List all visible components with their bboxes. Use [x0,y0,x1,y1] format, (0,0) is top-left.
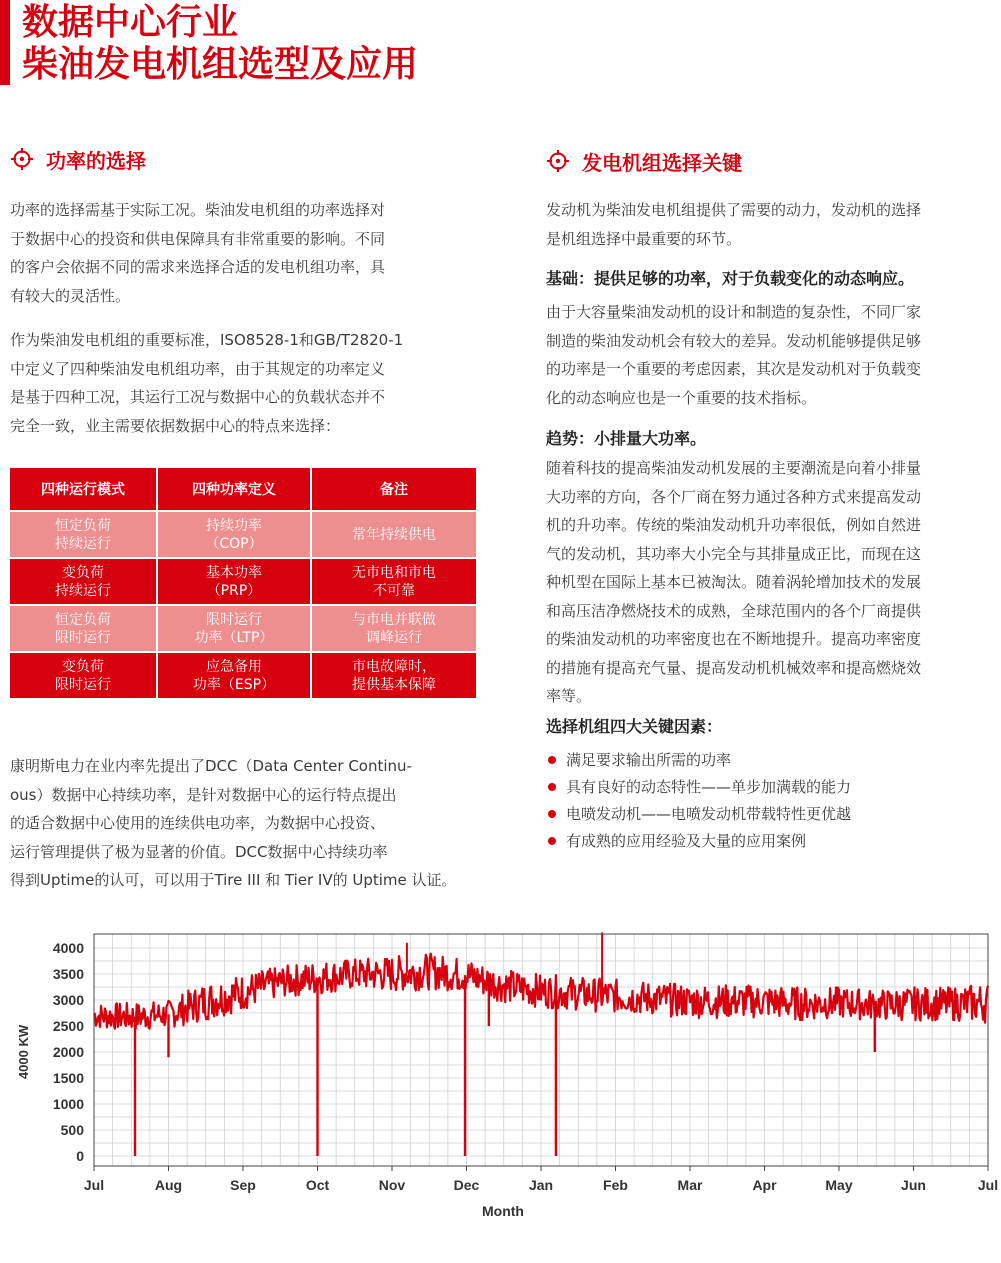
text-line: 的措施有提高充气量、提高发动机机械效率和提高燃烧效 [546,658,922,677]
section-heading-selection-label: 发电机组选择关键 [582,150,742,175]
text-line: 大功率的方向，各个厂商在努力通过各种方式来提高发动 [546,487,922,506]
y-tick-label: 3500 [52,966,84,982]
text-line: 有较大的灵活性。 [10,286,131,305]
text-line: 随着科技的提高柴油发动机发展的主要潮流是向着小排量 [546,459,922,477]
page-title [22,2,418,86]
text-line: 机的升功率。传统的柴油发动机升功率很低，例如自然进 [546,516,922,534]
y-tick-label: 1000 [52,1096,84,1112]
x-tick-label: Jun [901,1177,926,1193]
x-tick-label: May [825,1177,853,1193]
table-cell: 恒定负荷 限时运行 [10,605,157,652]
table-cell: 持续功率 （COP） [157,511,311,558]
section-heading-selection [546,146,742,176]
list-item-label: 电喷发动机——电喷发动机带载特性更优越 [566,805,852,823]
x-tick-label: Sep [230,1177,256,1193]
text-line: 是基于四种工况，其运行工况与数据中心的负载状态并不 [10,388,386,406]
section-heading-power-label: 功率的选择 [46,148,146,173]
x-tick-label: Mar [677,1177,703,1193]
text-line: 化的动态响应也是一个重要的技术指标。 [546,388,817,407]
table-row [10,605,476,652]
y-tick-label: 4000 [52,940,84,956]
text-line: 完全一致，业主需要依据数据中心的特点来选择： [10,416,341,435]
text-line: 康明斯电力在业内率先提出了DCC（Data Center Continu- [10,757,412,775]
chart-ticks [53,940,998,1193]
text-line: 和高压洁净燃烧技术的成熟，全球范围内的各个厂商提供 [546,601,922,620]
text-line: 种机型在国际上基本已被淘汰。随着涡轮增加技术的发展 [546,573,922,591]
table-header-cell: 四种功率定义 [157,468,311,511]
right-paragraph-3 [546,454,996,711]
text-line: 的柴油发动机的功率密度也在不断地提升。提高功率密度 [546,630,922,648]
table-cell: 变负荷 持续运行 [10,558,157,605]
table-cell: 常年持续供电 [311,511,476,558]
left-paragraph-3 [10,752,500,895]
text-line: 中定义了四种柴油发电机组功率，由于其规定的功率定义 [10,359,386,378]
text-line: 的功率是一个重要的考虑因素，其次是发动机对于负载变 [546,360,922,378]
text-line: 运行管理提供了极为显著的价值。DCC数据中心持续功率 [10,842,388,861]
text-line: 功率的选择需基于实际工况。柴油发电机组的功率选择对 [10,201,386,219]
table-cell: 变负荷 限时运行 [10,652,157,699]
x-tick-label: Oct [305,1177,330,1193]
list-item [548,746,851,773]
sub-heading-basis: 基础：提供足够的功率，对于负载变化的动态响应。 [546,269,915,288]
sub-heading-factors: 选择机组四大关键因素： [546,717,723,736]
x-tick-label: Dec [453,1177,480,1193]
table-cell: 限时运行 功率（LTP） [157,605,311,652]
table-row [10,558,476,605]
y-axis-label: 4000 KW [16,1024,31,1080]
table-header-cell: 四种运行模式 [10,468,157,511]
bullet-dot [548,810,556,818]
power-modes-table [10,468,476,700]
y-tick-label: 0 [76,1148,84,1164]
x-tick-label: Aug [154,1177,183,1193]
text-line: 由于大容量柴油发动机的设计和制造的复杂性，不同厂家 [546,303,922,321]
x-tick-label: Jul [83,1177,105,1193]
text-line: 率等。 [546,687,592,705]
text-line: 的客户会依据不同的需求来选择合适的发电机组功率，具 [10,258,386,276]
table-header-row [10,468,476,511]
x-axis-label: Month [482,1203,524,1219]
load-line-chart [0,920,1001,1250]
sub-heading-trend: 趋势：小排量大功率。 [546,429,707,448]
table-cell: 恒定负荷 持续运行 [10,511,157,558]
table-cell: 基本功率 （PRP） [157,558,311,605]
title-accent-bar [0,0,10,85]
y-tick-label: 3000 [52,992,84,1008]
text-line: 制造的柴油发动机会有较大的差异。发动机能够提供足够 [546,331,922,350]
text-line: 气的发动机，其功率大小完全与其排量成正比，而现在这 [546,544,922,563]
x-tick-label: Jan [528,1177,554,1193]
table-cell: 市电故障时， 提供基本保障 [311,652,476,699]
right-paragraph-2 [546,298,996,412]
x-tick-label: Nov [378,1177,406,1193]
list-item-label: 具有良好的动态特性——单步加满载的能力 [566,778,852,796]
text-line: 作为柴油发电机组的重要标准，ISO8528-1和GB/T2820-1 [10,331,404,349]
bullet-dot [548,837,556,845]
y-tick-label: 2000 [52,1044,84,1060]
page-title-line2: 柴油发电机组选型及应用 [22,44,419,85]
list-item [548,773,851,800]
text-line: ous）数据中心持续功率，是针对数据中心的运行特点提出 [10,785,397,804]
target-icon [10,147,34,171]
list-item-label: 有成熟的应用经验及大量的应用案例 [566,832,807,850]
table-row [10,511,476,558]
table-header-cell: 备注 [311,468,476,511]
text-line: 是机组选择中最重要的环节。 [546,229,742,248]
y-tick-label: 500 [60,1122,84,1138]
y-tick-label: 2500 [52,1018,84,1034]
bullet-dot [548,783,556,791]
text-line: 发动机为柴油发电机组提供了需要的动力，发动机的选择 [546,201,922,219]
x-tick-label: Apr [752,1177,777,1193]
target-icon [546,149,570,173]
right-paragraph-1 [546,196,996,253]
left-paragraph-2 [10,326,490,440]
table-cell: 与市电并联做 调峰运行 [311,605,476,652]
text-line: 得到Uptime的认可，可以用于Tire III 和 Tier IV的 Uptime 认证。 [10,871,457,889]
list-item [548,827,851,854]
y-tick-label: 1500 [52,1070,84,1086]
table-row [10,652,476,699]
bullet-dot [548,756,556,764]
page-title-line1: 数据中心行业 [22,2,239,43]
x-tick-label: Feb [603,1177,628,1193]
list-item-label: 满足要求输出所需的功率 [566,751,732,769]
list-item [548,800,851,827]
text-line: 的适合数据中心使用的连续供电功率，为数据中心投资、 [10,814,386,832]
x-tick-label: Jul [977,1177,999,1193]
section-heading-power [10,144,146,174]
table-cell: 无市电和市电 不可靠 [311,558,476,605]
chart-grid [94,934,988,1166]
table-cell: 应急备用 功率（ESP） [157,652,311,699]
key-factors-list [548,746,851,854]
text-line: 于数据中心的投资和供电保障具有非常重要的影响。不同 [10,229,386,248]
left-paragraph-1 [10,196,490,310]
